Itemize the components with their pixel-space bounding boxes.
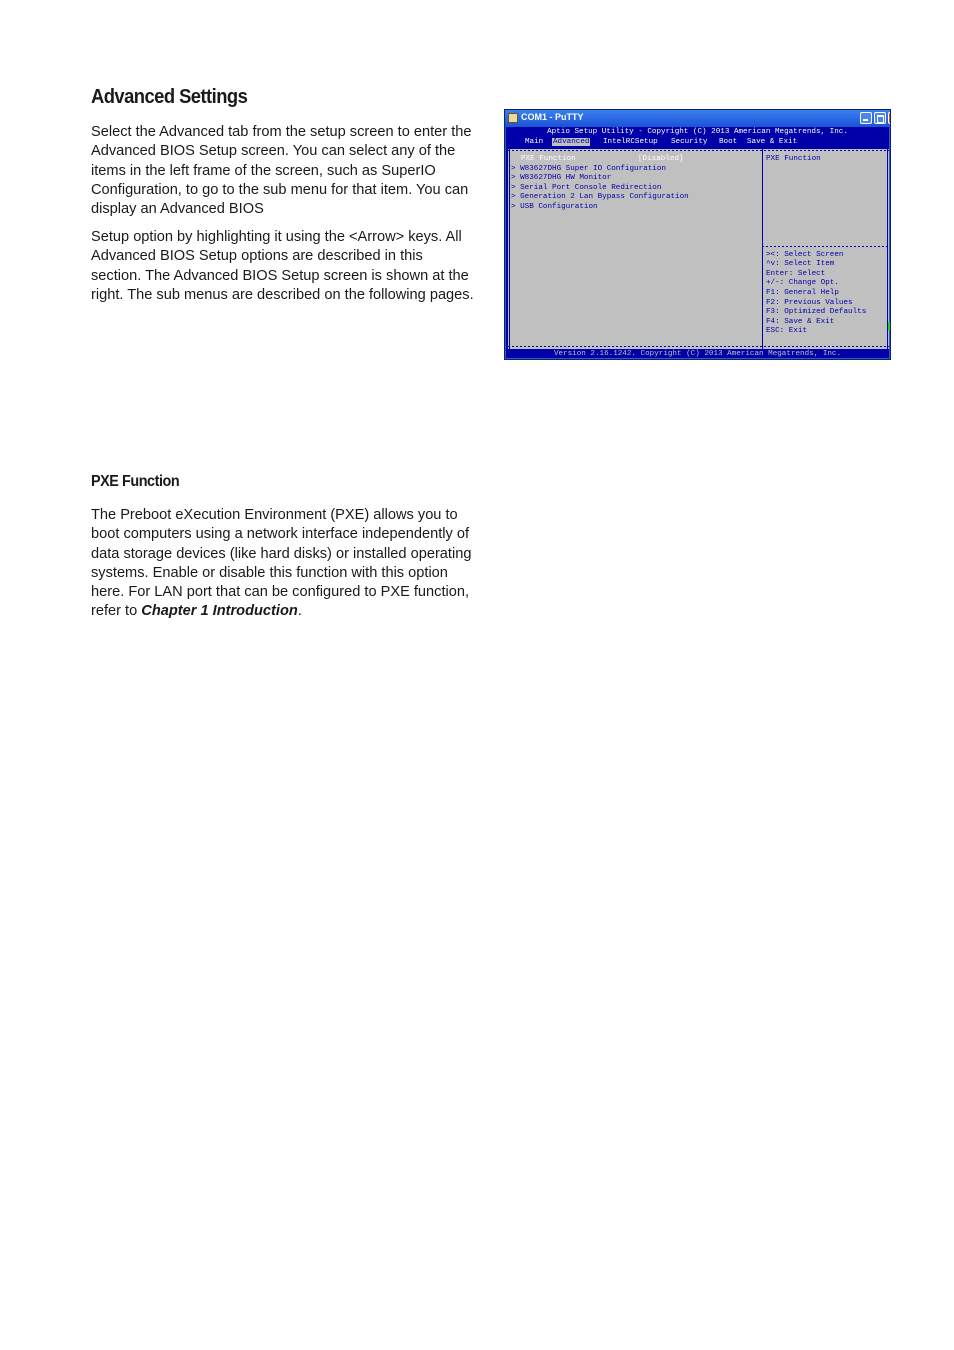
panel-divider xyxy=(762,149,763,349)
paragraph-advanced-intro: Select the Advanced tab from the setup screen to enter the Advanced BIOS Setup screen. You can select any of the items in the left frame of the screen, such as SuperIO Configuration, to go to the sub menu for that item. You can display an Advanced BIOS xyxy=(91,124,472,218)
key-hint: ESC: Exit xyxy=(766,327,808,335)
help-title: PXE Function xyxy=(766,155,821,163)
chapter-reference: Chapter 1 Introduction xyxy=(141,603,298,620)
key-hint: F4: Save & Exit xyxy=(766,318,835,326)
scroll-indicator xyxy=(888,322,891,330)
key-hint: F2: Previous Values xyxy=(766,299,853,307)
window-title: COM1 - PuTTY xyxy=(521,112,584,122)
bios-item-pxe-function: PXE Function xyxy=(521,155,576,163)
bios-tab-main: Main xyxy=(525,138,544,146)
bios-tab-security: Security xyxy=(671,138,708,146)
panel-bottom-border xyxy=(508,346,889,347)
bios-content-panel xyxy=(508,149,889,349)
bios-header: Aptio Setup Utility - Copyright (C) 2013 American Megatrends, Inc. xyxy=(547,128,848,136)
bios-item-hw-monitor: > W83627DHG HW Monitor xyxy=(511,174,612,182)
bios-footer: Version 2.16.1242. Copyright (C) 2013 American Megatrends, Inc. xyxy=(553,350,842,358)
key-hint: ><: Select Screen xyxy=(766,251,844,259)
panel-left-border xyxy=(509,149,510,349)
bios-menu-bar xyxy=(506,138,889,148)
window-titlebar xyxy=(505,110,890,127)
pxe-text: The Preboot eXecution Environment (PXE) allows you to boot computers using a network interface independently of data storage devices (like hard disks) or installed operating systems. Enable or disable this function with this option here. For LAN port that can be configured to PXE function, refer to xyxy=(91,507,472,620)
key-hint: Enter: Select xyxy=(766,270,826,278)
bios-tab-save-exit: Save & Exit xyxy=(747,138,798,146)
paragraph-advanced-details: Setup option by highlighting it using the <Arrow> keys. All Advanced BIOS Setup options are described in this section. The Advanced BIOS Setup screen is shown at the right. The sub menus are described on the following pages. xyxy=(91,229,474,303)
bios-screenshot-window xyxy=(504,109,891,360)
key-hint: ^v: Select Item xyxy=(766,260,835,268)
close-icon xyxy=(888,112,891,124)
bios-item-pxe-value: [Disabled] xyxy=(638,155,684,163)
panel-right-border xyxy=(887,149,888,349)
bios-item-super-io: > W83627DHG Super IO Configuration xyxy=(511,165,666,173)
putty-icon xyxy=(508,113,518,123)
bios-item-usb-config: > USB Configuration xyxy=(511,203,598,211)
minimize-icon xyxy=(860,112,872,124)
pxe-text-end: . xyxy=(297,603,302,620)
key-hint: F1: General Help xyxy=(766,289,839,297)
bios-item-lan-bypass: > Generation 2 Lan Bypass Configuration xyxy=(511,193,689,201)
bios-tab-advanced: Advanced xyxy=(553,138,590,146)
panel-top-border xyxy=(508,150,889,151)
key-hint: F3: Optimized Defaults xyxy=(766,308,867,316)
bios-tab-intelrcsetup: IntelRCSetup xyxy=(603,138,658,146)
section-heading-advanced-settings: Advanced Settings xyxy=(91,86,248,108)
paragraph-pxe-function xyxy=(91,506,476,622)
bios-item-serial-redirection: > Serial Port Console Redirection xyxy=(511,184,662,192)
terminal-area xyxy=(506,127,889,358)
bios-tab-boot: Boot xyxy=(719,138,738,146)
maximize-icon xyxy=(874,112,886,124)
key-hint: +/-: Change Opt. xyxy=(766,279,839,287)
section-heading-pxe-function: PXE Function xyxy=(91,473,180,490)
help-divider xyxy=(762,246,889,247)
